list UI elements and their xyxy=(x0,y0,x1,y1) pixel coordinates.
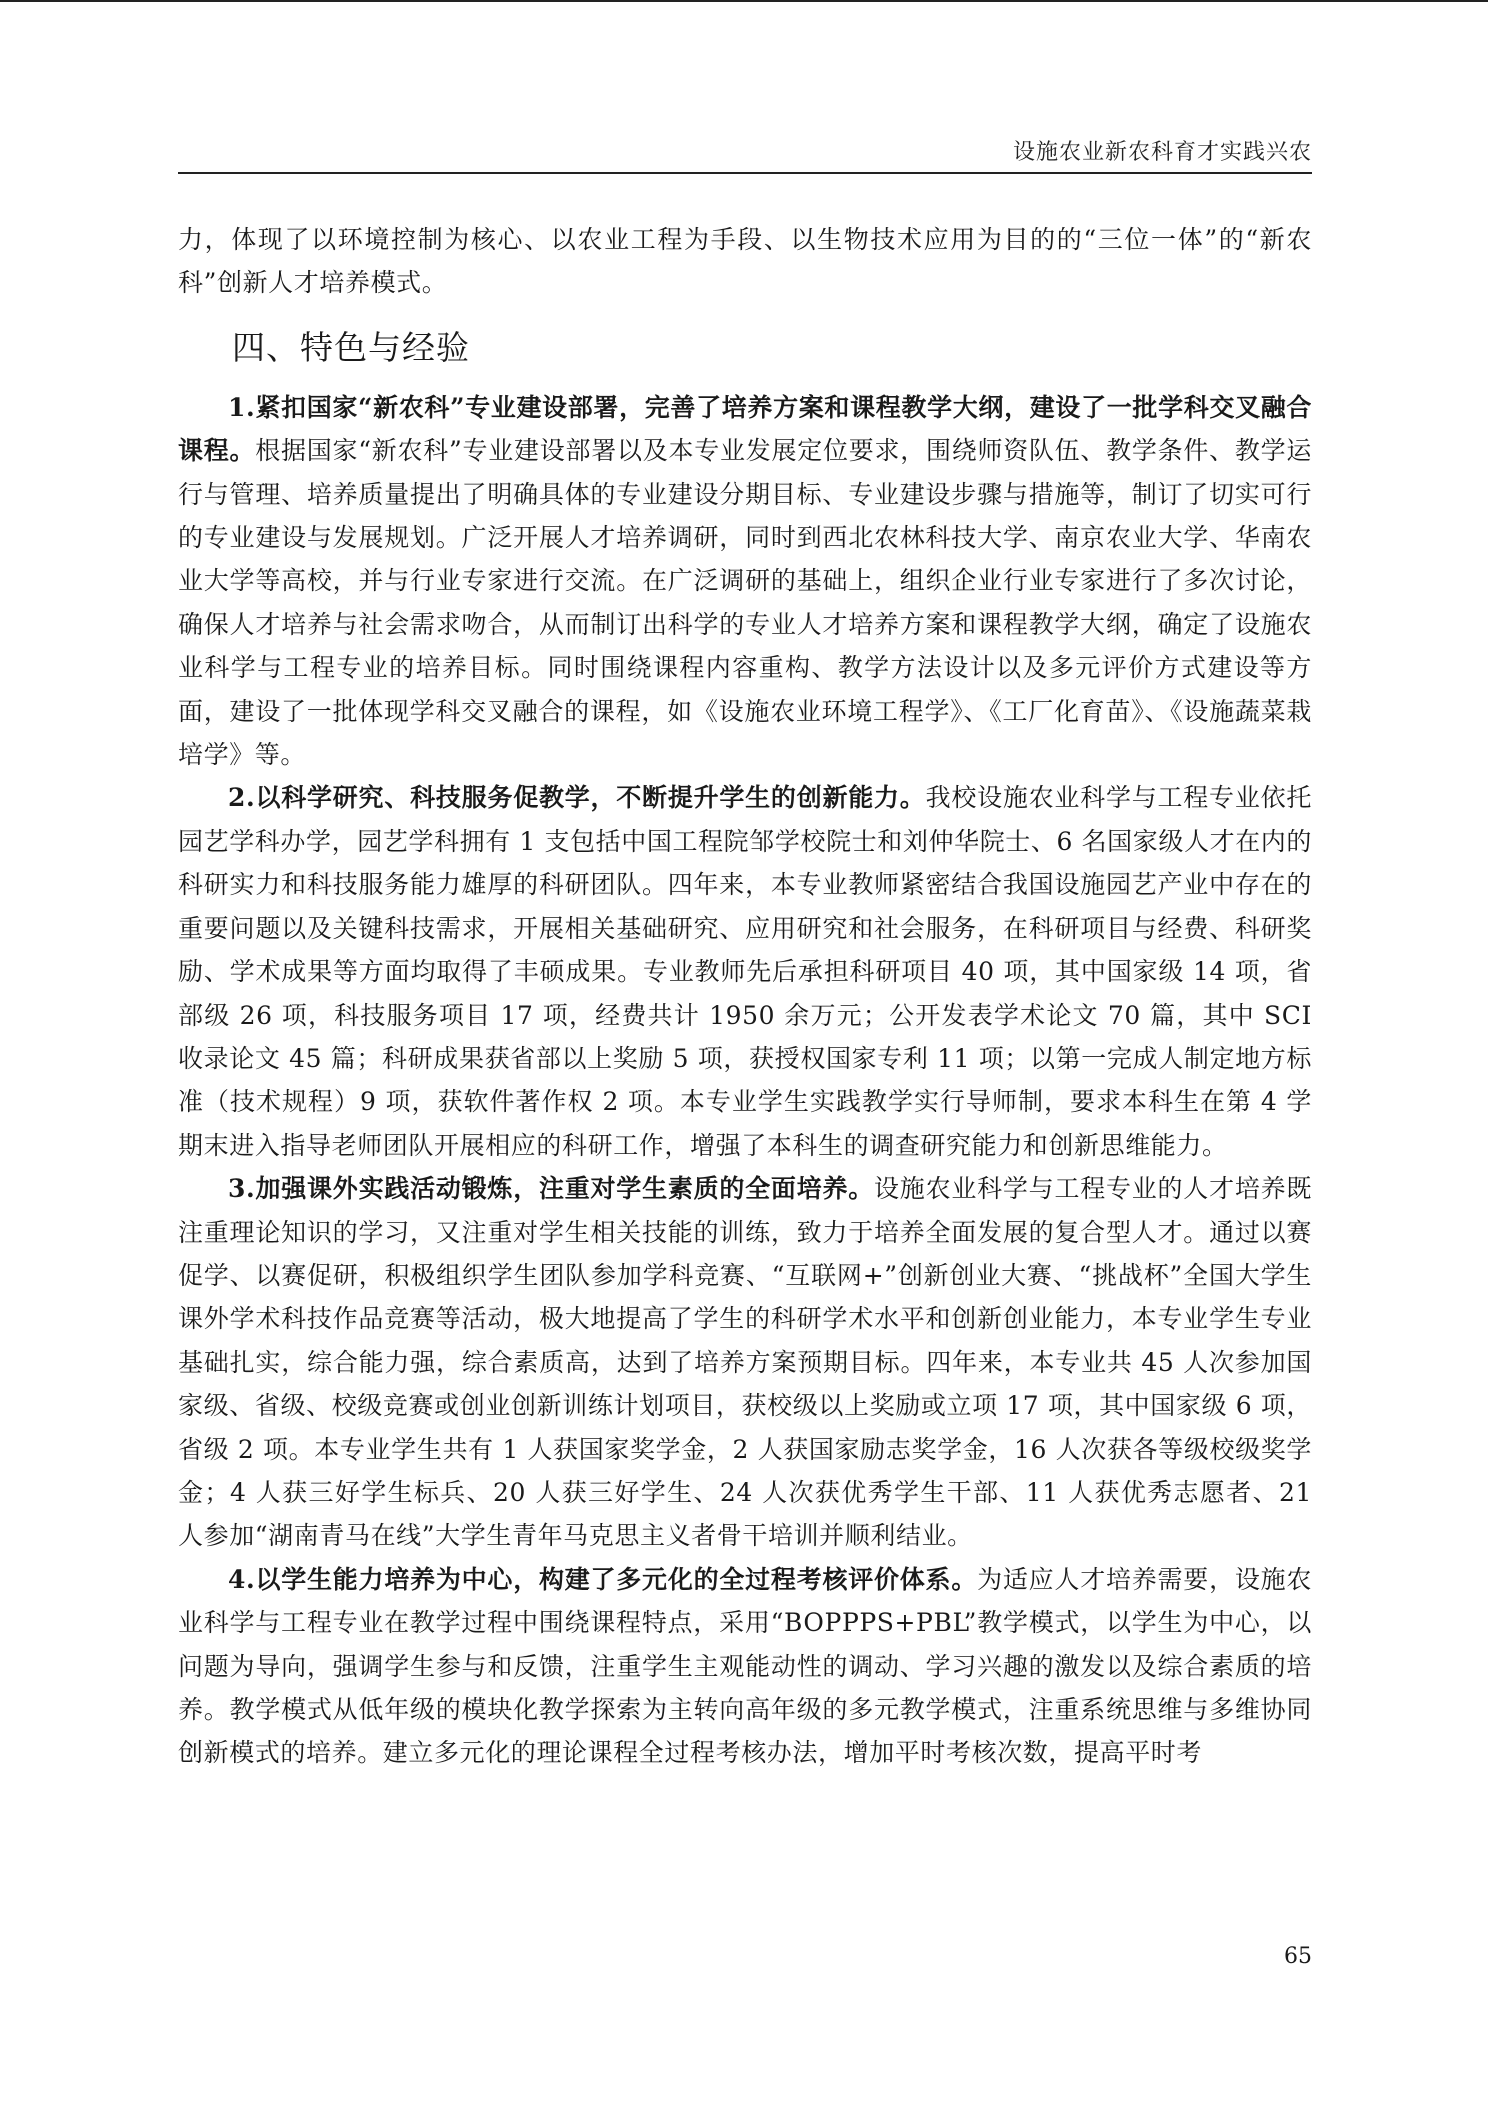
paragraph-text: 根据国家“新农科”专业建设部署以及本专业发展定位要求，围绕师资队伍、教学条件、教学运行与管理、培养质量提出了明确具体的专业建设分期目标、专业建设步骤与措施等，制订了切实可行的专业建设与发展规划。广泛开展人才培养调研，同时到西北农林科技大学、南京农业大学、华南农业大学等高校，并与行业专家进行交流。在广泛调研的基础上，组织企业行业专家进行了多次讨论，确保人才培养与社会需求吻合，从而制订出科学的专业人才培养方案和课程教学大纲，确定了设施农业科学与工程专业的培养目标。同时围绕课程内容重构、教学方法设计以及多元评价方式建设等方面，建设了一批体现学科交叉融合的课程，如《设施农业环境工程学》、《工厂化育苗》、《设施蔬菜栽培学》等。 xyxy=(178,436,1312,770)
paragraph-item-4 xyxy=(178,1558,1312,1775)
page-number: 65 xyxy=(1284,1944,1312,1969)
top-border-rule xyxy=(0,0,1488,2)
intro-paragraph: 力，体现了以环境控制为核心、以农业工程为手段、以生物技术应用为目的的“三位一体”的“新农科”创新人才培养模式。 xyxy=(178,225,1312,298)
paragraph-lead: 3.加强课外实践活动锻炼，注重对学生素质的全面培养。 xyxy=(228,1174,875,1204)
paragraph-lead: 4.以学生能力培养为中心，构建了多元化的全过程考核评价体系。 xyxy=(228,1564,978,1594)
header-rule xyxy=(178,172,1312,174)
page-body xyxy=(178,218,1312,1775)
paragraph-lead: 2.以科学研究、科技服务促教学，不断提升学生的创新能力。 xyxy=(228,783,926,813)
paragraph-text: 设施农业科学与工程专业的人才培养既注重理论知识的学习，又注重对学生相关技能的训练，致力于培养全面发展的复合型人才。通过以赛促学、以赛促研，积极组织学生团队参加学科竞赛、“互联网+”创新创业大赛、“挑战杯”全国大学生课外学术科技作品竞赛等活动，极大地提高了学生的科研学术水平和创新创业能力，本专业学生专业基础扎实，综合能力强，综合素质高，达到了培养方案预期目标。四年来，本专业共 45 人次参加国家级、省级、校级竞赛或创业创新训练计划项目，获校级以上奖励或立项 17 项，其中国家级 6 项，省级 2 项。本专业学生共有 1 人获国家奖学金，2 人获国家励志奖学金，16 人次获各等级校级奖学金；4 人获三好学生标兵、20 人获三好学生、24 人次获优秀学生干部、11 人获优秀志愿者、21 人参加“湖南青马在线”大学生青年马克思主义者骨干培训并顺利结业。 xyxy=(178,1174,1313,1551)
running-header: 设施农业新农科育才实践兴农 xyxy=(1012,140,1312,165)
paragraph-item-1 xyxy=(178,386,1312,777)
paragraph-item-2 xyxy=(178,776,1312,1167)
section-heading: 四、特色与经验 xyxy=(232,327,470,367)
paragraph-item-3 xyxy=(178,1167,1312,1558)
paragraph-lead: 1.紧扣国家“新农科”专业建设部署，完善了培养方案和课程教学大纲，建设了一批学科交叉融合课程。 xyxy=(178,392,1312,466)
paragraph-text: 我校设施农业科学与工程专业依托园艺学科办学，园艺学科拥有 1 支包括中国工程院邹学校院士和刘仲华院士、6 名国家级人才在内的科研实力和科技服务能力雄厚的科研团队。四年来，本专业教师紧密结合我国设施园艺产业中存在的重要问题以及关键科技需求，开展相关基础研究、应用研究和社会服务，在科研项目与经费、科研奖励、学术成果等方面均取得了丰硕成果。专业教师先后承担科研项目 40 项，其中国家级 14 项，省部级 26 项，科技服务项目 17 项，经费共计 1950 余万元；公开发表学术论文 70 篇，其中 SCI 收录论文 45 篇；科研成果获省部以上奖励 5 项，获授权国家专利 11 项；以第一完成人制定地方标准（技术规程）9 项，获软件著作权 2 项。本专业学生实践教学实行导师制，要求本科生在第 4 学期末进入指导老师团队开展相应的科研工作，增强了本科生的调查研究能力和创新思维能力。 xyxy=(178,783,1312,1160)
paragraph-text: 为适应人才培养需要，设施农业科学与工程专业在教学过程中围绕课程特点，采用“BOPPPS+PBL”教学模式，以学生为中心，以问题为导向，强调学生参与和反馈，注重学生主观能动性的调动、学习兴趣的激发以及综合素质的培养。教学模式从低年级的模块化教学探索为主转向高年级的多元教学模式，注重系统思维与多维协同创新模式的培养。建立多元化的理论课程全过程考核办法，增加平时考核次数，提高平时考 xyxy=(178,1564,1312,1768)
